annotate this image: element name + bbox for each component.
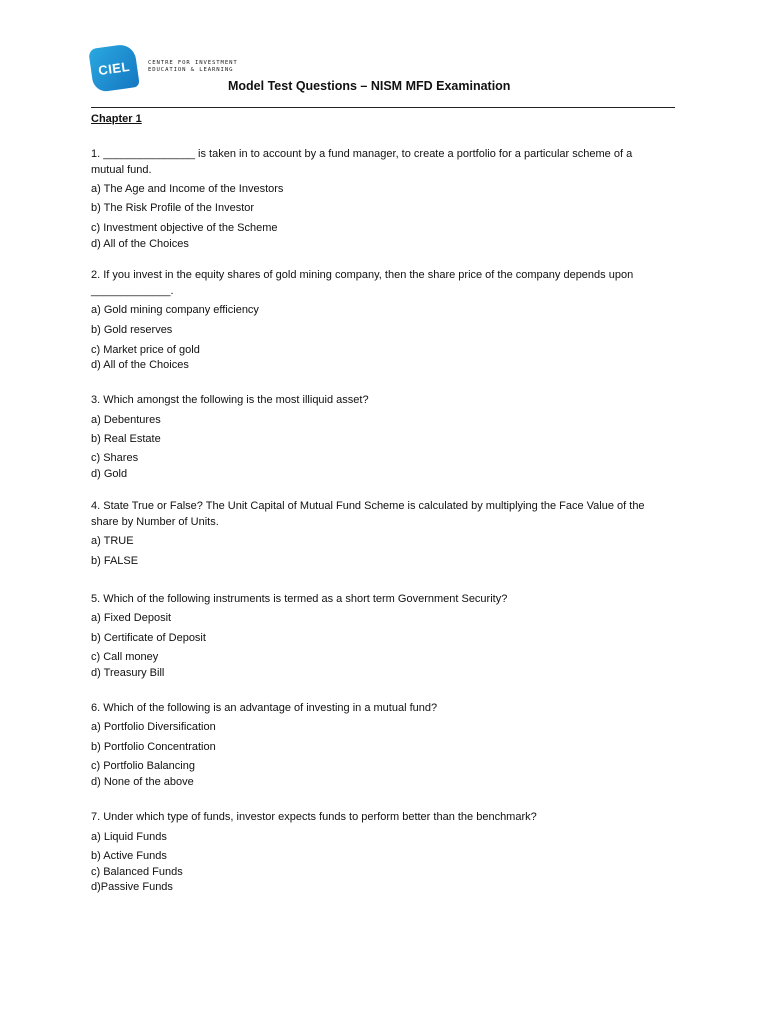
question-2-stem: 2. If you invest in the equity shares of gold mining company, then the share price of the company depends upon bbox=[91, 269, 634, 281]
ciel-logo bbox=[91, 46, 238, 90]
chapter-heading: Chapter 1 bbox=[91, 113, 142, 125]
question-5-option-c: c) Call money bbox=[91, 651, 159, 663]
question-1-stem: 1. _______________ is taken in to account by a fund manager, to create a portfolio for a particular scheme of a bbox=[91, 148, 633, 160]
question-4-stem: 4. State True or False? The Unit Capital of Mutual Fund Scheme is calculated by multiplying the Face Value of the bbox=[91, 500, 645, 512]
question-6-option-a: a) Portfolio Diversification bbox=[91, 721, 216, 733]
question-4-option-a: a) TRUE bbox=[91, 535, 134, 547]
question-3-option-a: a) Debentures bbox=[91, 414, 161, 426]
question-5-option-d: d) Treasury Bill bbox=[91, 667, 165, 679]
question-2-option-a: a) Gold mining company efficiency bbox=[91, 304, 259, 316]
ciel-logo-text bbox=[148, 60, 238, 74]
question-1-option-c: c) Investment objective of the Scheme bbox=[91, 222, 278, 234]
question-3-option-d: d) Gold bbox=[91, 468, 128, 480]
question-2-stem-cont: _____________. bbox=[91, 285, 174, 297]
document-title: Model Test Questions – NISM MFD Examination bbox=[228, 79, 511, 93]
question-6-option-b: b) Portfolio Concentration bbox=[91, 741, 216, 753]
question-1-option-a: a) The Age and Income of the Investors bbox=[91, 183, 284, 195]
question-2-option-d: d) All of the Choices bbox=[91, 359, 189, 371]
question-5-stem: 5. Which of the following instruments is termed as a short term Government Security? bbox=[91, 593, 508, 605]
logo-line-1: CENTRE FOR INVESTMENT bbox=[148, 60, 238, 66]
header-divider bbox=[91, 107, 675, 108]
question-4-stem-cont: share by Number of Units. bbox=[91, 516, 219, 528]
question-3-option-b: b) Real Estate bbox=[91, 433, 161, 445]
question-7-option-b: b) Active Funds bbox=[91, 850, 167, 862]
question-3-stem: 3. Which amongst the following is the most illiquid asset? bbox=[91, 394, 369, 406]
question-1-option-b: b) The Risk Profile of the Investor bbox=[91, 202, 255, 214]
question-6-option-d: d) None of the above bbox=[91, 776, 194, 788]
question-7-stem: 7. Under which type of funds, investor expects funds to perform better than the benchmark? bbox=[91, 811, 537, 823]
question-1-stem-cont: mutual fund. bbox=[91, 164, 152, 176]
question-5-option-b: b) Certificate of Deposit bbox=[91, 632, 206, 644]
question-6-option-c: c) Portfolio Balancing bbox=[91, 760, 195, 772]
question-7-option-c: c) Balanced Funds bbox=[91, 866, 183, 878]
question-6-stem: 6. Which of the following is an advantage of investing in a mutual fund? bbox=[91, 702, 438, 714]
question-1-option-d: d) All of the Choices bbox=[91, 238, 189, 250]
question-2-option-b: b) Gold reserves bbox=[91, 324, 173, 336]
question-3-option-c: c) Shares bbox=[91, 452, 139, 464]
question-5-option-a: a) Fixed Deposit bbox=[91, 612, 172, 624]
question-4-option-b: b) FALSE bbox=[91, 555, 139, 567]
question-7-option-a: a) Liquid Funds bbox=[91, 831, 167, 843]
ciel-logo-mark: CIEL bbox=[88, 43, 140, 93]
question-2-option-c: c) Market price of gold bbox=[91, 344, 200, 356]
question-7-option-d: d)Passive Funds bbox=[91, 881, 173, 893]
logo-line-2: EDUCATION & LEARNING bbox=[148, 67, 234, 73]
